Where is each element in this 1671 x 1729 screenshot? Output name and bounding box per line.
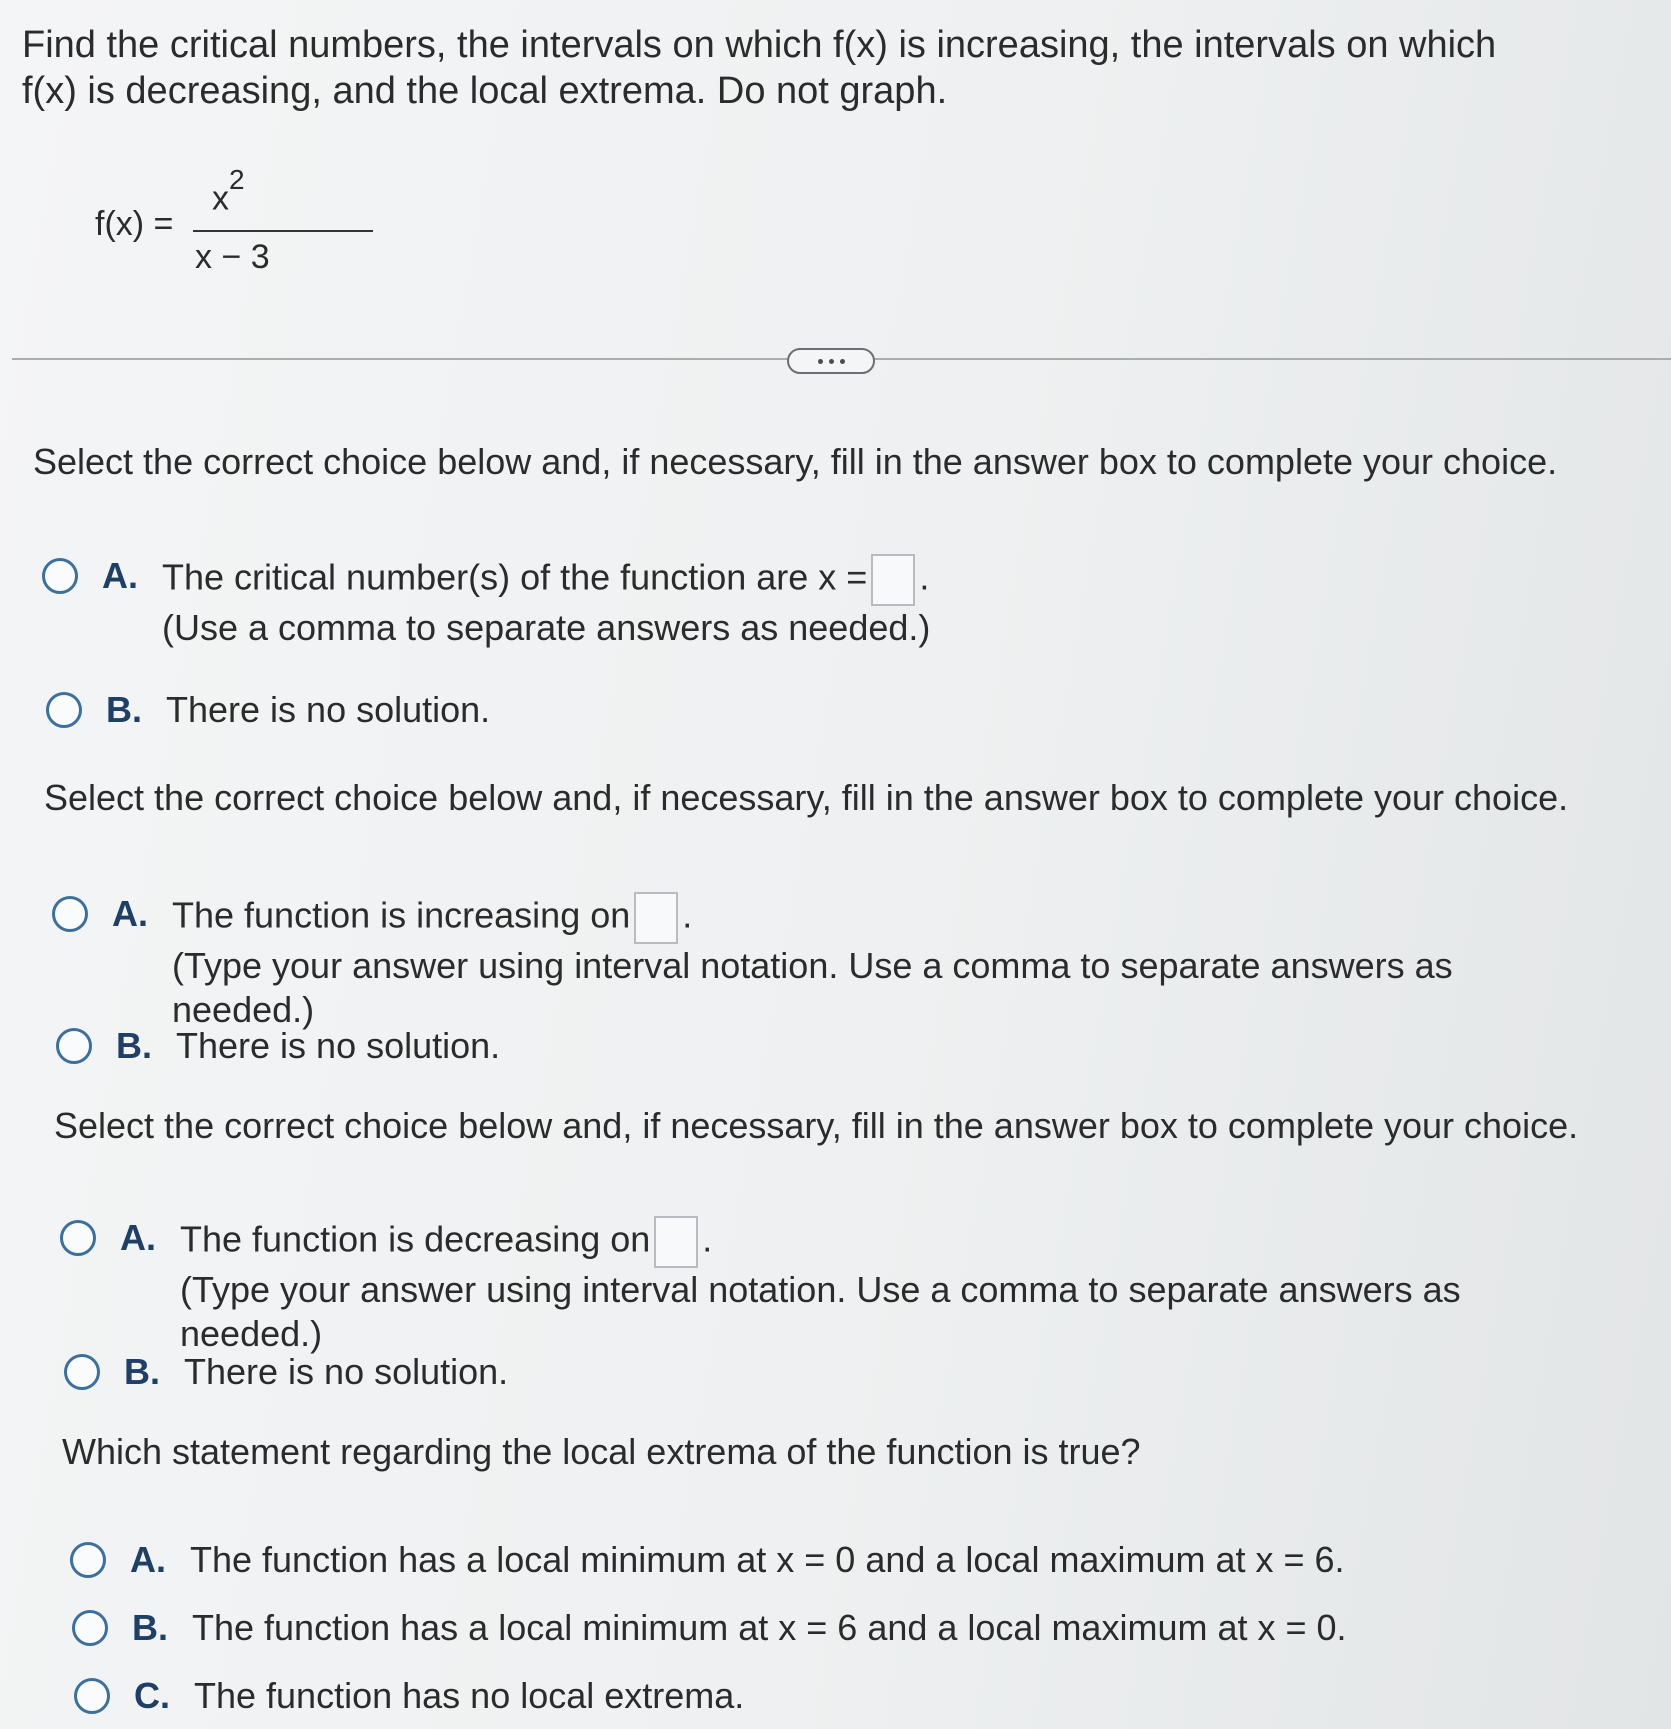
question-prompt: Find the critical numbers, the intervals on which f(x) is increasing, the intervals on which f(x) is decreasing, and the local extrema. Do not graph. (22, 24, 1497, 112)
part3-option-b[interactable]: B. There is no solution. (64, 1350, 1464, 1394)
radio-button[interactable] (74, 1678, 110, 1714)
part1-instruction: Select the correct choice below and, if necessary, fill in the answer box to complete your choice. (33, 441, 1558, 482)
part2-option-a[interactable]: A. The function is increasing on . (Type your answer using interval notation. Use a comma to separate answers as needed.) (52, 892, 1602, 1032)
formula-lhs: f(x) = (95, 205, 174, 243)
radio-button[interactable] (46, 692, 82, 728)
formula-denominator: x − 3 (195, 238, 270, 276)
part2-instruction: Select the correct choice below and, if necessary, fill in the answer box to complete your choice. (44, 777, 1569, 818)
formula-numerator: $x^2$ (212, 164, 245, 218)
fraction-bar (193, 230, 373, 232)
critical-numbers-answer-box[interactable] (871, 554, 915, 606)
increasing-interval-answer-box[interactable] (634, 892, 678, 944)
radio-button[interactable] (70, 1542, 106, 1578)
expand-more-button[interactable] (787, 348, 875, 374)
radio-button[interactable] (52, 896, 88, 932)
part2-option-b[interactable]: B. There is no solution. (56, 1024, 1456, 1068)
radio-button[interactable] (42, 558, 78, 594)
part3-instruction: Select the correct choice below and, if necessary, fill in the answer box to complete your choice. (54, 1105, 1579, 1146)
part4-option-c[interactable]: C. The function has no local extrema. (74, 1674, 1574, 1718)
radio-button[interactable] (64, 1354, 100, 1390)
radio-button[interactable] (72, 1610, 108, 1646)
decreasing-interval-answer-box[interactable] (654, 1216, 698, 1268)
part4-option-a[interactable]: A. The function has a local minimum at x = 0 and a local maximum at x = 6. (70, 1538, 1570, 1582)
part4-option-b[interactable]: B. The function has a local minimum at x = 6 and a local maximum at x = 0. (72, 1606, 1572, 1650)
part3-option-a[interactable]: A. The function is decreasing on . (Type your answer using interval notation. Use a comma to separate answers as needed.) (60, 1216, 1610, 1356)
part4-question: Which statement regarding the local extrema of the function is true? (62, 1431, 1141, 1472)
function-formula (95, 150, 395, 276)
ellipsis-icon (818, 359, 823, 364)
part1-option-a[interactable]: A. The critical number(s) of the function are x = . (Use a comma to separate answers as needed.) (42, 554, 1442, 650)
radio-button[interactable] (56, 1028, 92, 1064)
part1-option-b[interactable]: B. There is no solution. (46, 688, 1446, 732)
radio-button[interactable] (60, 1220, 96, 1256)
